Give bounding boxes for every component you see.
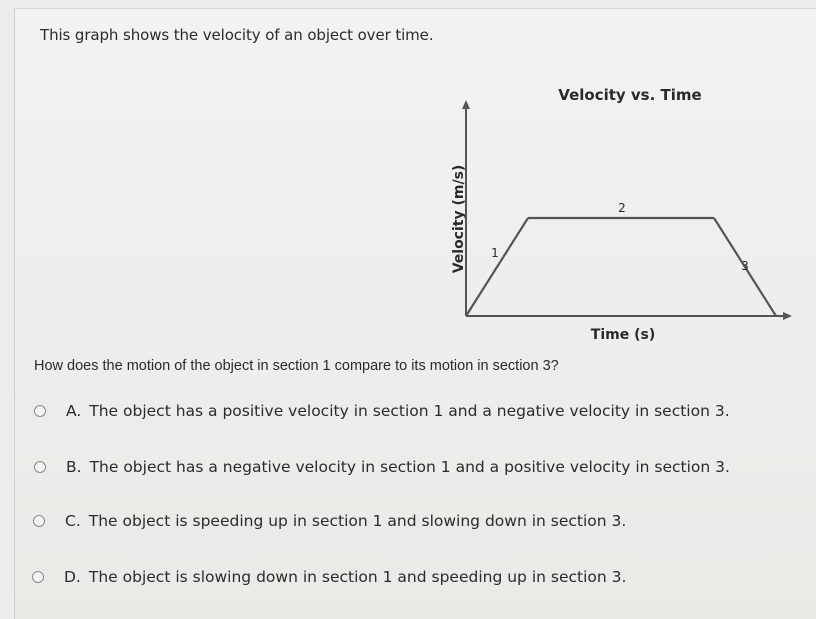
option-d[interactable] (32, 568, 626, 586)
option-a[interactable] (34, 402, 730, 420)
section-label-1: 1 (491, 246, 499, 260)
series-segment-1 (466, 218, 528, 316)
option-letter: A. (66, 402, 82, 420)
radio-button[interactable] (34, 405, 46, 417)
y-axis-label: Velocity (m/s) (451, 164, 467, 274)
option-letter: D. (64, 568, 81, 586)
radio-button[interactable] (33, 515, 45, 527)
option-b[interactable] (34, 458, 730, 476)
question-text: How does the motion of the object in section 1 compare to its motion in section 3? (34, 358, 559, 374)
option-text: The object has a negative velocity in section 1 and a positive velocity in section 3. (89, 458, 730, 476)
radio-button[interactable] (32, 571, 44, 583)
option-text: The object has a positive velocity in section 1 and a negative velocity in section 3. (89, 402, 730, 420)
y-axis-arrow (462, 100, 470, 109)
x-axis-arrow (783, 312, 792, 320)
option-text: The object is speeding up in section 1 and slowing down in section 3. (88, 512, 627, 530)
intro-text: This graph shows the velocity of an object over time. (40, 26, 434, 44)
section-label-2: 2 (618, 201, 626, 215)
option-text: The object is slowing down in section 1 and speeding up in section 3. (88, 568, 627, 586)
option-c[interactable] (33, 512, 626, 530)
section-label-3: 3 (741, 259, 749, 273)
radio-button[interactable] (34, 461, 46, 473)
chart-title: Velocity vs. Time (558, 86, 702, 104)
option-letter: B. (66, 458, 82, 476)
axes (462, 100, 792, 320)
option-letter: C. (65, 512, 81, 530)
x-axis-label: Time (s) (590, 327, 656, 343)
velocity-time-chart (430, 80, 800, 350)
velocity-series (466, 218, 776, 316)
section-labels (491, 201, 749, 273)
